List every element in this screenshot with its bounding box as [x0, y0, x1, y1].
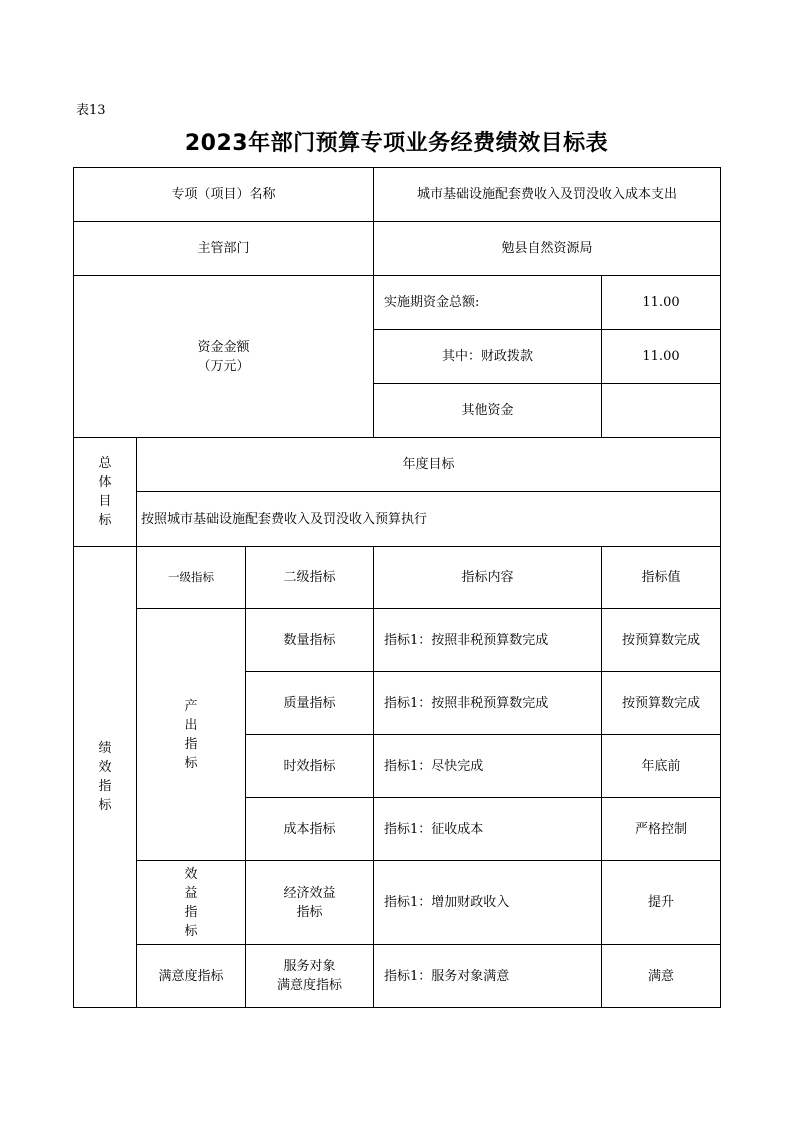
- performance-target-table: [73, 167, 721, 1008]
- content-cell: 指标1：按照非税预算数完成: [374, 609, 602, 672]
- benefit-char: 益: [184, 885, 198, 901]
- output-char: 出: [184, 717, 198, 733]
- indicator-header-row: [74, 547, 721, 609]
- level2-line: 经济效益: [283, 885, 336, 901]
- year-goal-label: 年度目标: [137, 438, 721, 492]
- level2-line: 服务对象: [283, 959, 336, 974]
- overall-goal-text-row: [74, 492, 721, 547]
- level2-line: 满意度指标: [276, 978, 342, 993]
- overall-goal-char: 总: [98, 456, 112, 471]
- performance-char: 效: [98, 760, 112, 775]
- department-value: 勉县自然资源局: [374, 222, 721, 276]
- overall-goal-char: 目: [98, 494, 112, 509]
- funds-label-line1: 资金金额: [197, 339, 250, 355]
- header-level1: 一级指标: [137, 547, 246, 609]
- level2-cell: 成本指标: [246, 798, 374, 861]
- table-number: 表13: [76, 103, 106, 118]
- level2-cell: 数量指标: [246, 609, 374, 672]
- benefit-char: 标: [184, 923, 198, 939]
- header-level2: 二级指标: [246, 547, 374, 609]
- department-label: 主管部门: [74, 222, 374, 276]
- funds-fiscal-value: 11.00: [602, 330, 721, 384]
- output-indicator-label: [137, 609, 246, 861]
- project-name-value: 城市基础设施配套费收入及罚没收入成本支出: [374, 168, 721, 222]
- performance-char: 指: [98, 779, 112, 794]
- department-row: [74, 222, 721, 276]
- year-goal-text: 按照城市基础设施配套费收入及罚没收入预算执行: [137, 492, 721, 547]
- overall-goal-char: 标: [98, 513, 112, 528]
- funds-total-label: 实施期资金总额:: [374, 276, 602, 330]
- output-char: 指: [184, 736, 198, 752]
- value-cell: 按预算数完成: [602, 672, 721, 735]
- table-row: [74, 945, 721, 1008]
- value-cell: 严格控制: [602, 798, 721, 861]
- project-label: 专项（项目）名称: [74, 168, 374, 222]
- output-char: 产: [184, 698, 198, 714]
- funds-total-value: 11.00: [602, 276, 721, 330]
- funds-label-line2: （万元）: [197, 358, 250, 374]
- performance-char: 绩: [98, 741, 112, 756]
- content-cell: 指标1：尽快完成: [374, 735, 602, 798]
- level2-cell: 质量指标: [246, 672, 374, 735]
- overall-goal-label: [74, 438, 137, 547]
- benefit-indicator-label: [137, 861, 246, 945]
- level2-cell: 时效指标: [246, 735, 374, 798]
- page-title: 2023年部门预算专项业务经费绩效目标表: [184, 131, 609, 156]
- value-cell: 满意: [602, 945, 721, 1008]
- overall-goal-header-row: [74, 438, 721, 492]
- content-cell: 指标1：按照非税预算数完成: [374, 672, 602, 735]
- level2-cell: [246, 945, 374, 1008]
- content-cell: 指标1：征收成本: [374, 798, 602, 861]
- output-char: 标: [184, 755, 198, 771]
- funds-other-label: 其他资金: [374, 384, 602, 438]
- table-row: [74, 609, 721, 672]
- performance-label: [74, 547, 137, 1008]
- content-cell: 指标1：增加财政收入: [374, 861, 602, 945]
- funds-label: [74, 276, 374, 438]
- value-cell: 提升: [602, 861, 721, 945]
- benefit-char: 效: [184, 866, 198, 882]
- performance-char: 标: [98, 798, 112, 813]
- content-cell: 指标1：服务对象满意: [374, 945, 602, 1008]
- overall-goal-char: 体: [98, 475, 112, 490]
- value-cell: 年底前: [602, 735, 721, 798]
- project-row: [74, 168, 721, 222]
- header-value: 指标值: [602, 547, 721, 609]
- level2-line: 指标: [296, 904, 323, 920]
- funds-other-value: [602, 384, 721, 438]
- funds-fiscal-label: 其中：财政拨款: [374, 330, 602, 384]
- header-content: 指标内容: [374, 547, 602, 609]
- table-row: [74, 861, 721, 945]
- funds-total-row: [74, 276, 721, 330]
- level2-cell: [246, 861, 374, 945]
- benefit-char: 指: [184, 904, 198, 920]
- satisfaction-indicator-label: 满意度指标: [137, 945, 246, 1008]
- value-cell: 按预算数完成: [602, 609, 721, 672]
